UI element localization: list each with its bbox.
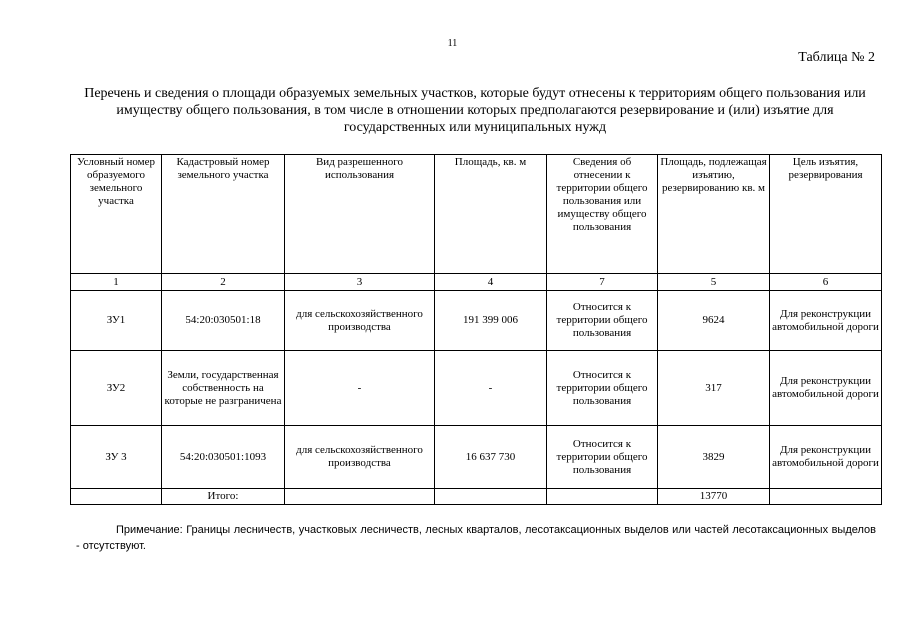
empty-cell	[285, 489, 435, 505]
plot-area: 16 637 730	[435, 426, 547, 489]
header-cell: Кадастровый номер земельного участка	[162, 155, 285, 274]
public-status: Относится к территории общего пользования	[547, 291, 658, 351]
seizure-purpose: Для реконструкции автомобильной дороги	[770, 351, 882, 426]
table-label: Таблица № 2	[798, 50, 875, 65]
total-label: Итого:	[162, 489, 285, 505]
header-cell: Вид разрешенного использования	[285, 155, 435, 274]
seizure-purpose: Для реконструкции автомобильной дороги	[770, 426, 882, 489]
seized-area: 3829	[658, 426, 770, 489]
header-cell: Площадь, кв. м	[435, 155, 547, 274]
permitted-use: -	[285, 351, 435, 426]
land-plots-table	[70, 154, 882, 505]
column-number-row	[71, 274, 882, 291]
plot-id: ЗУ1	[71, 291, 162, 351]
plot-id: ЗУ 3	[71, 426, 162, 489]
plot-area: 191 399 006	[435, 291, 547, 351]
table-header-row	[71, 155, 882, 274]
total-row	[71, 489, 882, 505]
plot-area: -	[435, 351, 547, 426]
column-number: 4	[435, 274, 547, 291]
column-number: 1	[71, 274, 162, 291]
cadastral-number: 54:20:030501:18	[162, 291, 285, 351]
column-number: 7	[547, 274, 658, 291]
seized-area: 317	[658, 351, 770, 426]
seizure-purpose: Для реконструкции автомобильной дороги	[770, 291, 882, 351]
public-status: Относится к территории общего пользования	[547, 351, 658, 426]
cadastral-number: Земли, государственная собственность на которые не разграничена	[162, 351, 285, 426]
empty-cell	[435, 489, 547, 505]
column-number: 3	[285, 274, 435, 291]
plot-id: ЗУ2	[71, 351, 162, 426]
column-number: 6	[770, 274, 882, 291]
table-row	[71, 291, 882, 351]
footnote: Примечание: Границы лесничеств, участковых лесничеств, лесных кварталов, лесотаксационных выделов или частей лесотаксационных выделов - отсутствуют.	[76, 524, 876, 552]
document-title: Перечень и сведения о площади образуемых земельных участков, которые будут отнесены к территориям общего пользования или имуществу общего пользования, в том числе в отношении которых предполагаются резервирование и (или) изъятие для государственных или муниципальных нужд	[84, 86, 866, 135]
table-row	[71, 351, 882, 426]
empty-cell	[71, 489, 162, 505]
column-number: 5	[658, 274, 770, 291]
table-row	[71, 426, 882, 489]
total-value: 13770	[658, 489, 770, 505]
seized-area: 9624	[658, 291, 770, 351]
header-cell: Сведения об отнесении к территории общего пользования или имуществу общего пользования	[547, 155, 658, 274]
column-number: 2	[162, 274, 285, 291]
permitted-use: для сельскохозяйственного производства	[285, 291, 435, 351]
cadastral-number: 54:20:030501:1093	[162, 426, 285, 489]
header-cell: Площадь, подлежащая изъятию, резервированию кв. м	[658, 155, 770, 274]
header-cell: Условный номер образуемого земельного участка	[71, 155, 162, 274]
permitted-use: для сельскохозяйственного производства	[285, 426, 435, 489]
empty-cell	[547, 489, 658, 505]
empty-cell	[770, 489, 882, 505]
public-status: Относится к территории общего пользования	[547, 426, 658, 489]
header-cell: Цель изъятия, резервирования	[770, 155, 882, 274]
page-number: 11	[447, 38, 458, 49]
